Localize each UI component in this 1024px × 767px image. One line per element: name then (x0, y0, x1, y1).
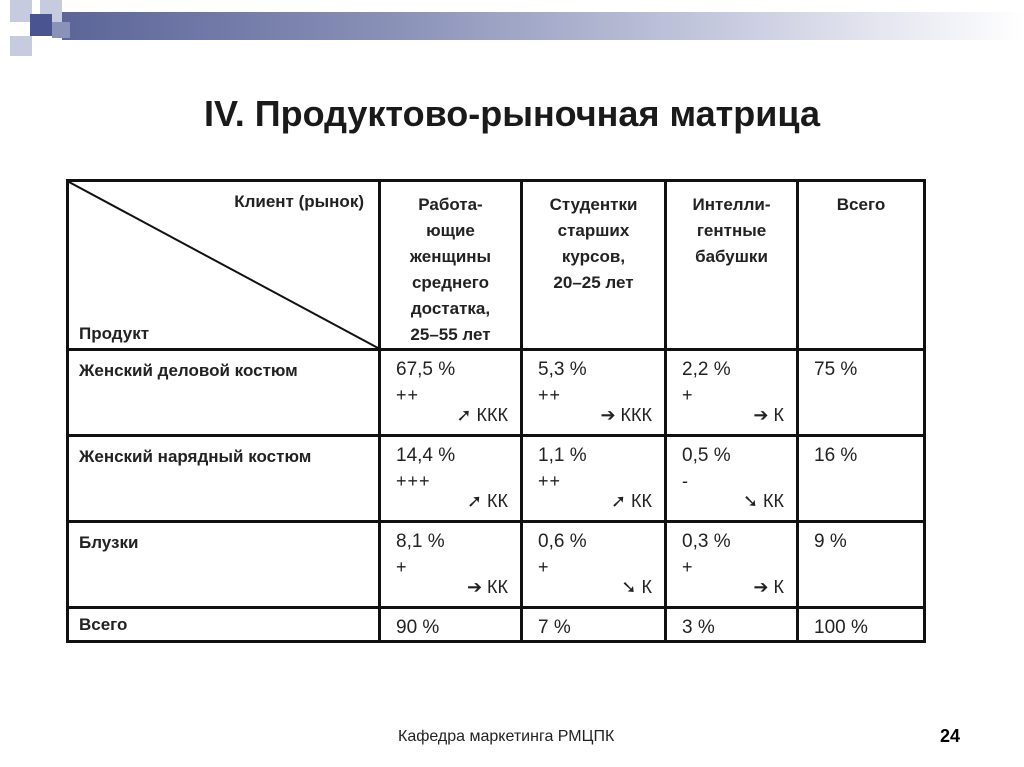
column-header: Всего (798, 181, 925, 350)
share-value: 1,1 % (538, 445, 587, 466)
matrix-cell (522, 436, 666, 522)
attractiveness-sign: ++ (396, 385, 420, 405)
decorative-header-bar (0, 0, 1024, 60)
corner-client-label: Клиент (рынок) (234, 192, 364, 211)
trend-indicator: ➚ КК (610, 491, 652, 511)
share-value: 8,1 % (396, 531, 445, 552)
decor-square (52, 22, 70, 38)
column-total: 3 % (666, 608, 798, 642)
row-label: Всего (68, 608, 380, 642)
matrix-cell (522, 522, 666, 608)
row-total: 16 % (798, 436, 925, 522)
share-value: 0,6 % (538, 531, 587, 552)
table-row (68, 522, 925, 608)
decor-square (10, 0, 32, 22)
matrix-cell (666, 350, 798, 436)
share-value: 5,3 % (538, 359, 587, 380)
trend-indicator: ➚ КК (466, 491, 508, 511)
matrix-cell (380, 350, 522, 436)
trend-indicator: ➔ К (753, 577, 784, 597)
row-label: Женский деловой костюм (68, 350, 380, 436)
attractiveness-sign: ++ (538, 385, 562, 405)
share-value: 0,5 % (682, 445, 731, 466)
slide-footer: Кафедра маркетинга РМЦПК (398, 728, 615, 745)
attractiveness-sign: + (396, 557, 408, 577)
trend-indicator: ➚ ККК (456, 405, 508, 425)
table-row (68, 436, 925, 522)
table-row (68, 350, 925, 436)
trend-indicator: ➘ КК (742, 491, 784, 511)
trend-indicator: ➔ КК (466, 577, 508, 597)
attractiveness-sign: +++ (396, 471, 431, 491)
attractiveness-sign: + (682, 385, 694, 405)
row-total: 9 % (798, 522, 925, 608)
share-value: 67,5 % (396, 359, 456, 380)
matrix-cell (522, 350, 666, 436)
matrix-cell (380, 436, 522, 522)
trend-indicator: ➔ ККК (600, 405, 652, 425)
share-value: 14,4 % (396, 445, 456, 466)
share-value: 2,2 % (682, 359, 731, 380)
row-label: Женский нарядный костюм (68, 436, 380, 522)
row-label: Блузки (68, 522, 380, 608)
corner-cell (68, 181, 380, 350)
column-header: Интелли- гентные бабушки (666, 181, 798, 350)
grand-total: 100 % (798, 608, 925, 642)
column-header: Работа- ющие женщины среднего достатка, 25–55 лет (380, 181, 522, 350)
product-market-matrix (66, 179, 923, 636)
matrix-cell (380, 522, 522, 608)
column-total: 7 % (522, 608, 666, 642)
header-gradient-strip (62, 12, 1024, 40)
page-number: 24 (940, 726, 961, 746)
totals-row (68, 608, 925, 642)
matrix-cell (666, 522, 798, 608)
decor-square (10, 36, 32, 56)
attractiveness-sign: ++ (538, 471, 562, 491)
slide-title: IV. Продуктово-рыночная матрица (204, 93, 820, 134)
attractiveness-sign: + (538, 557, 550, 577)
attractiveness-sign: + (682, 557, 694, 577)
trend-indicator: ➔ К (753, 405, 784, 425)
corner-product-label: Продукт (79, 324, 150, 343)
decor-square (30, 14, 52, 36)
trend-indicator: ➘ К (621, 577, 652, 597)
matrix-cell (666, 436, 798, 522)
column-total: 90 % (380, 608, 522, 642)
column-header: Студентки старших курсов, 20–25 лет (522, 181, 666, 350)
share-value: 0,3 % (682, 531, 731, 552)
row-total: 75 % (798, 350, 925, 436)
header-row (68, 181, 925, 350)
attractiveness-sign: - (682, 471, 689, 491)
